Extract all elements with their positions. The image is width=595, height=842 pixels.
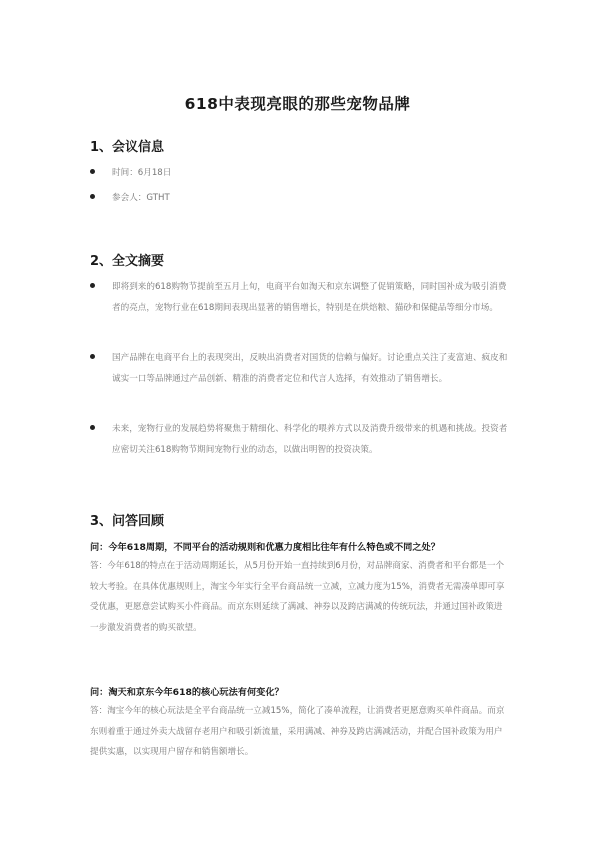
list-item — [90, 163, 510, 184]
section-heading-meeting-info: 1、会议信息 — [90, 140, 165, 155]
bullet-dot-icon — [90, 169, 95, 174]
bullet-text: 时间：6月18日 — [112, 168, 172, 178]
bullet-dot-icon — [90, 425, 95, 430]
answer-text: 答：淘宝今年的核心玩法是全平台商品统一立减15%，简化了凑单流程，让消费者更愿意购买单件商品。而京东则着重于通过外卖大战留存老用户和吸引新流量，采用满减、神券及跨店满减活动，并配合国补政策为用户提供实惠，以实现用户留存和销售额增长。 — [90, 706, 505, 757]
bullet-text: 国产品牌在电商平台上的表现突出，反映出消费者对国货的信赖与偏好。讨论重点关注了麦富迪、疯皮和诚实一口等品牌通过产品创新、精准的消费者定位和代言人选择，有效推动了销售增长。 — [112, 353, 508, 384]
section-heading-qa: 3、问答回顾 — [90, 514, 165, 529]
list-item — [90, 419, 510, 460]
question-text: 问：今年618周期，不同平台的活动规则和优惠力度相比往年有什么特色或不同之处？ — [90, 542, 440, 553]
list-item — [90, 348, 510, 389]
answer-text: 答：今年618的特点在于活动周期延长，从5月份开始一直持续到6月份，对品牌商家、消费者和平台都是一个较大考验。在具体优惠规则上，淘宝今年实行全平台商品统一立减，立减力度为15%，消费者无需凑单即可享受优惠，更愿意尝试购买小件商品。而京东则延续了满减、神券以及跨店满减的传统玩法，并通过国补政策进一步激发消费者的购买欲望。 — [90, 561, 505, 633]
bullet-dot-icon — [90, 283, 95, 288]
page-title: 618中表现亮眼的那些宠物品牌 — [184, 95, 411, 113]
question-text: 问：淘天和京东今年618的核心玩法有何变化？ — [90, 687, 284, 698]
bullet-text: 即将到来的618购物节提前至五月上旬，电商平台如淘天和京东调整了促销策略，同时国补成为吸引消费者的亮点，宠物行业在618期间表现出显著的销售增长，特别是在烘焙粮、猫砂和保健品等细分市场。 — [112, 282, 507, 313]
bullet-text: 未来，宠物行业的发展趋势将聚焦于精细化、科学化的喂养方式以及消费升级带来的机遇和挑战。投资者应密切关注618购物节期间宠物行业的动态，以做出明智的投资决策。 — [112, 424, 508, 455]
bullet-dot-icon — [90, 354, 95, 359]
section-heading-summary: 2、全文摘要 — [90, 254, 165, 269]
list-item — [90, 188, 510, 209]
bullet-text: 参会人：GTHT — [112, 193, 170, 203]
list-item — [90, 277, 510, 318]
bullet-dot-icon — [90, 194, 95, 199]
